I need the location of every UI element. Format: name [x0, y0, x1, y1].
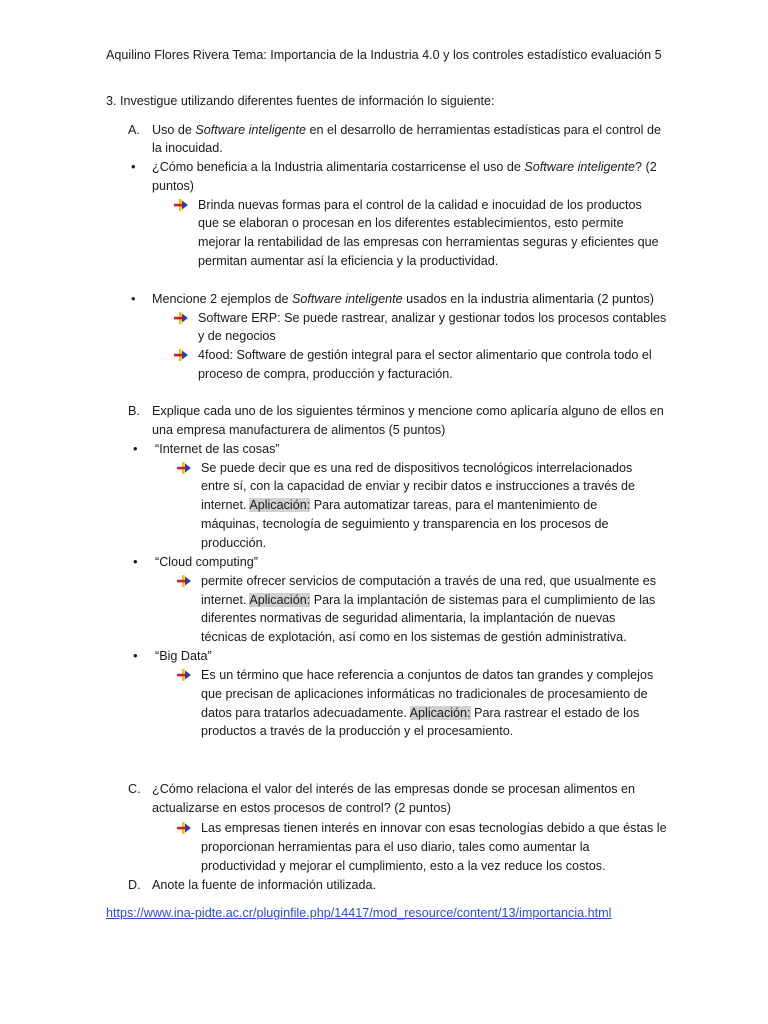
document-header: Aquilino Flores Rivera Tema: Importancia de la Industria 4.0 y los controles estadístico evaluación 5 — [106, 48, 662, 62]
q1-line-1: ¿Cómo beneficia a la Industria alimentaria costarricense el uso de Software inteligente? (2 — [152, 160, 657, 174]
bigdata-line-4: productos a través de la producción y el procesamiento. — [201, 724, 514, 738]
q1-answer-line-3: mejorar la rentabilidad de las empresas con herramientas seguras y eficientes que — [198, 235, 659, 249]
q2-answer-2-line-2: proceso de compra, producción y facturación. — [198, 367, 453, 381]
iot-line-1: Se puede decir que es una red de dispositivos tecnológicos interrelacionados — [201, 461, 633, 475]
four-color-arrow-icon — [174, 312, 188, 324]
bigdata-line-3: datos para tratarlos adecuadamente. Aplicación: Para rastrear el estado de los — [201, 706, 640, 720]
four-color-arrow-icon — [174, 199, 188, 211]
cloud-line-3: diferentes normativas de seguridad alimentaria, la implantación de nuevas — [201, 611, 616, 625]
cloud-line-1: permite ofrecer servicios de computación a través de una red, que usualmente es — [201, 574, 657, 588]
section-c-answer-line-3: productividad y mejorar el cumplimiento, esto a la vez reduce los costos. — [201, 859, 606, 873]
cloud-title: “Cloud computing” — [155, 555, 258, 569]
q1-answer-line-2: que se elaboran o procesan en los diferentes establecimientos, esto permite — [198, 216, 624, 230]
source-link[interactable]: https://www.ina-pidte.ac.cr/pluginfile.php/14417/mod_resource/content/13/importancia.html — [106, 906, 612, 920]
four-color-arrow-icon — [177, 575, 191, 587]
round-bullet-icon: • — [131, 291, 136, 306]
aplicacion-highlight: Aplicación: — [249, 498, 311, 512]
cloud-line-2: internet. Aplicación: Para la implantación de sistemas para el cumplimiento de las — [201, 593, 656, 607]
cloud-line-4: técnicas de explotación, así como en los sistemas de gestión administrativa. — [201, 630, 627, 644]
section-d-letter: D. — [128, 878, 141, 892]
round-bullet-icon: • — [131, 159, 136, 174]
iot-line-4: máquinas, tecnología de seguimiento y transparencia en los procesos de — [201, 517, 609, 531]
section-a-line-1: Uso de Software inteligente en el desarrollo de herramientas estadísticas para el control de — [152, 123, 661, 137]
section-d-line-1: Anote la fuente de información utilizada. — [152, 878, 377, 892]
four-color-arrow-icon — [177, 822, 191, 834]
q1-answer-line-4: permitan aumentar así la eficiencia y la productividad. — [198, 254, 499, 268]
bigdata-line-1: Es un término que hace referencia a conjuntos de datos tan grandes y complejos — [201, 668, 654, 682]
four-color-arrow-icon — [174, 349, 188, 361]
q1-line-2: puntos) — [152, 179, 195, 193]
bigdata-title: “Big Data” — [155, 649, 212, 663]
section-b-letter: B. — [128, 404, 140, 418]
iot-line-2: entre sí, con la capacidad de enviar y recibir datos e instrucciones a través de — [201, 479, 636, 493]
section-b-line-1: Explique cada uno de los siguientes términos y mencione como aplicaría alguno de ellos en — [152, 404, 664, 418]
round-bullet-icon: • — [133, 441, 138, 456]
q2-line-1: Mencione 2 ejemplos de Software inteligente usados en la industria alimentaria (2 puntos) — [152, 292, 654, 306]
section-c-line-2: actualizarse en estos procesos de control? (2 puntos) — [152, 801, 451, 815]
round-bullet-icon: • — [133, 648, 138, 663]
section-a-line-2: la inocuidad. — [152, 141, 223, 155]
section-c-line-1: ¿Cómo relaciona el valor del interés de las empresas donde se procesan alimentos en — [152, 782, 636, 796]
q2-answer-1-line-1: Software ERP: Se puede rastrear, analizar y gestionar todos los procesos contables — [198, 311, 667, 325]
section-b-line-2: una empresa manufacturera de alimentos (5 puntos) — [152, 423, 446, 437]
aplicacion-highlight: Aplicación: — [409, 706, 471, 720]
q2-answer-2-line-1: 4food: Software de gestión integral para el sector alimentario que controla todo el — [198, 348, 652, 362]
four-color-arrow-icon — [177, 462, 191, 474]
iot-title: “Internet de las cosas” — [155, 442, 280, 456]
iot-line-3: internet. Aplicación: Para automatizar tareas, para el mantenimiento de — [201, 498, 598, 512]
round-bullet-icon: • — [133, 554, 138, 569]
section-a-letter: A. — [128, 123, 140, 137]
q1-answer-line-1: Brinda nuevas formas para el control de la calidad e inocuidad de los productos — [198, 198, 642, 212]
aplicacion-highlight: Aplicación: — [249, 593, 311, 607]
question-3: 3. Investigue utilizando diferentes fuentes de información lo siguiente: — [106, 94, 495, 108]
q2-answer-1-line-2: y de negocios — [198, 329, 276, 343]
section-c-answer-line-1: Las empresas tienen interés en innovar con esas tecnologías debido a que éstas le — [201, 821, 667, 835]
section-c-letter: C. — [128, 782, 141, 796]
iot-line-5: producción. — [201, 536, 267, 550]
bigdata-line-2: que precisan de aplicaciones informáticas no tradicionales de procesamiento de — [201, 687, 648, 701]
four-color-arrow-icon — [177, 669, 191, 681]
section-c-answer-line-2: proporcionan herramientas para el uso diario, tales como aumentar la — [201, 840, 590, 854]
